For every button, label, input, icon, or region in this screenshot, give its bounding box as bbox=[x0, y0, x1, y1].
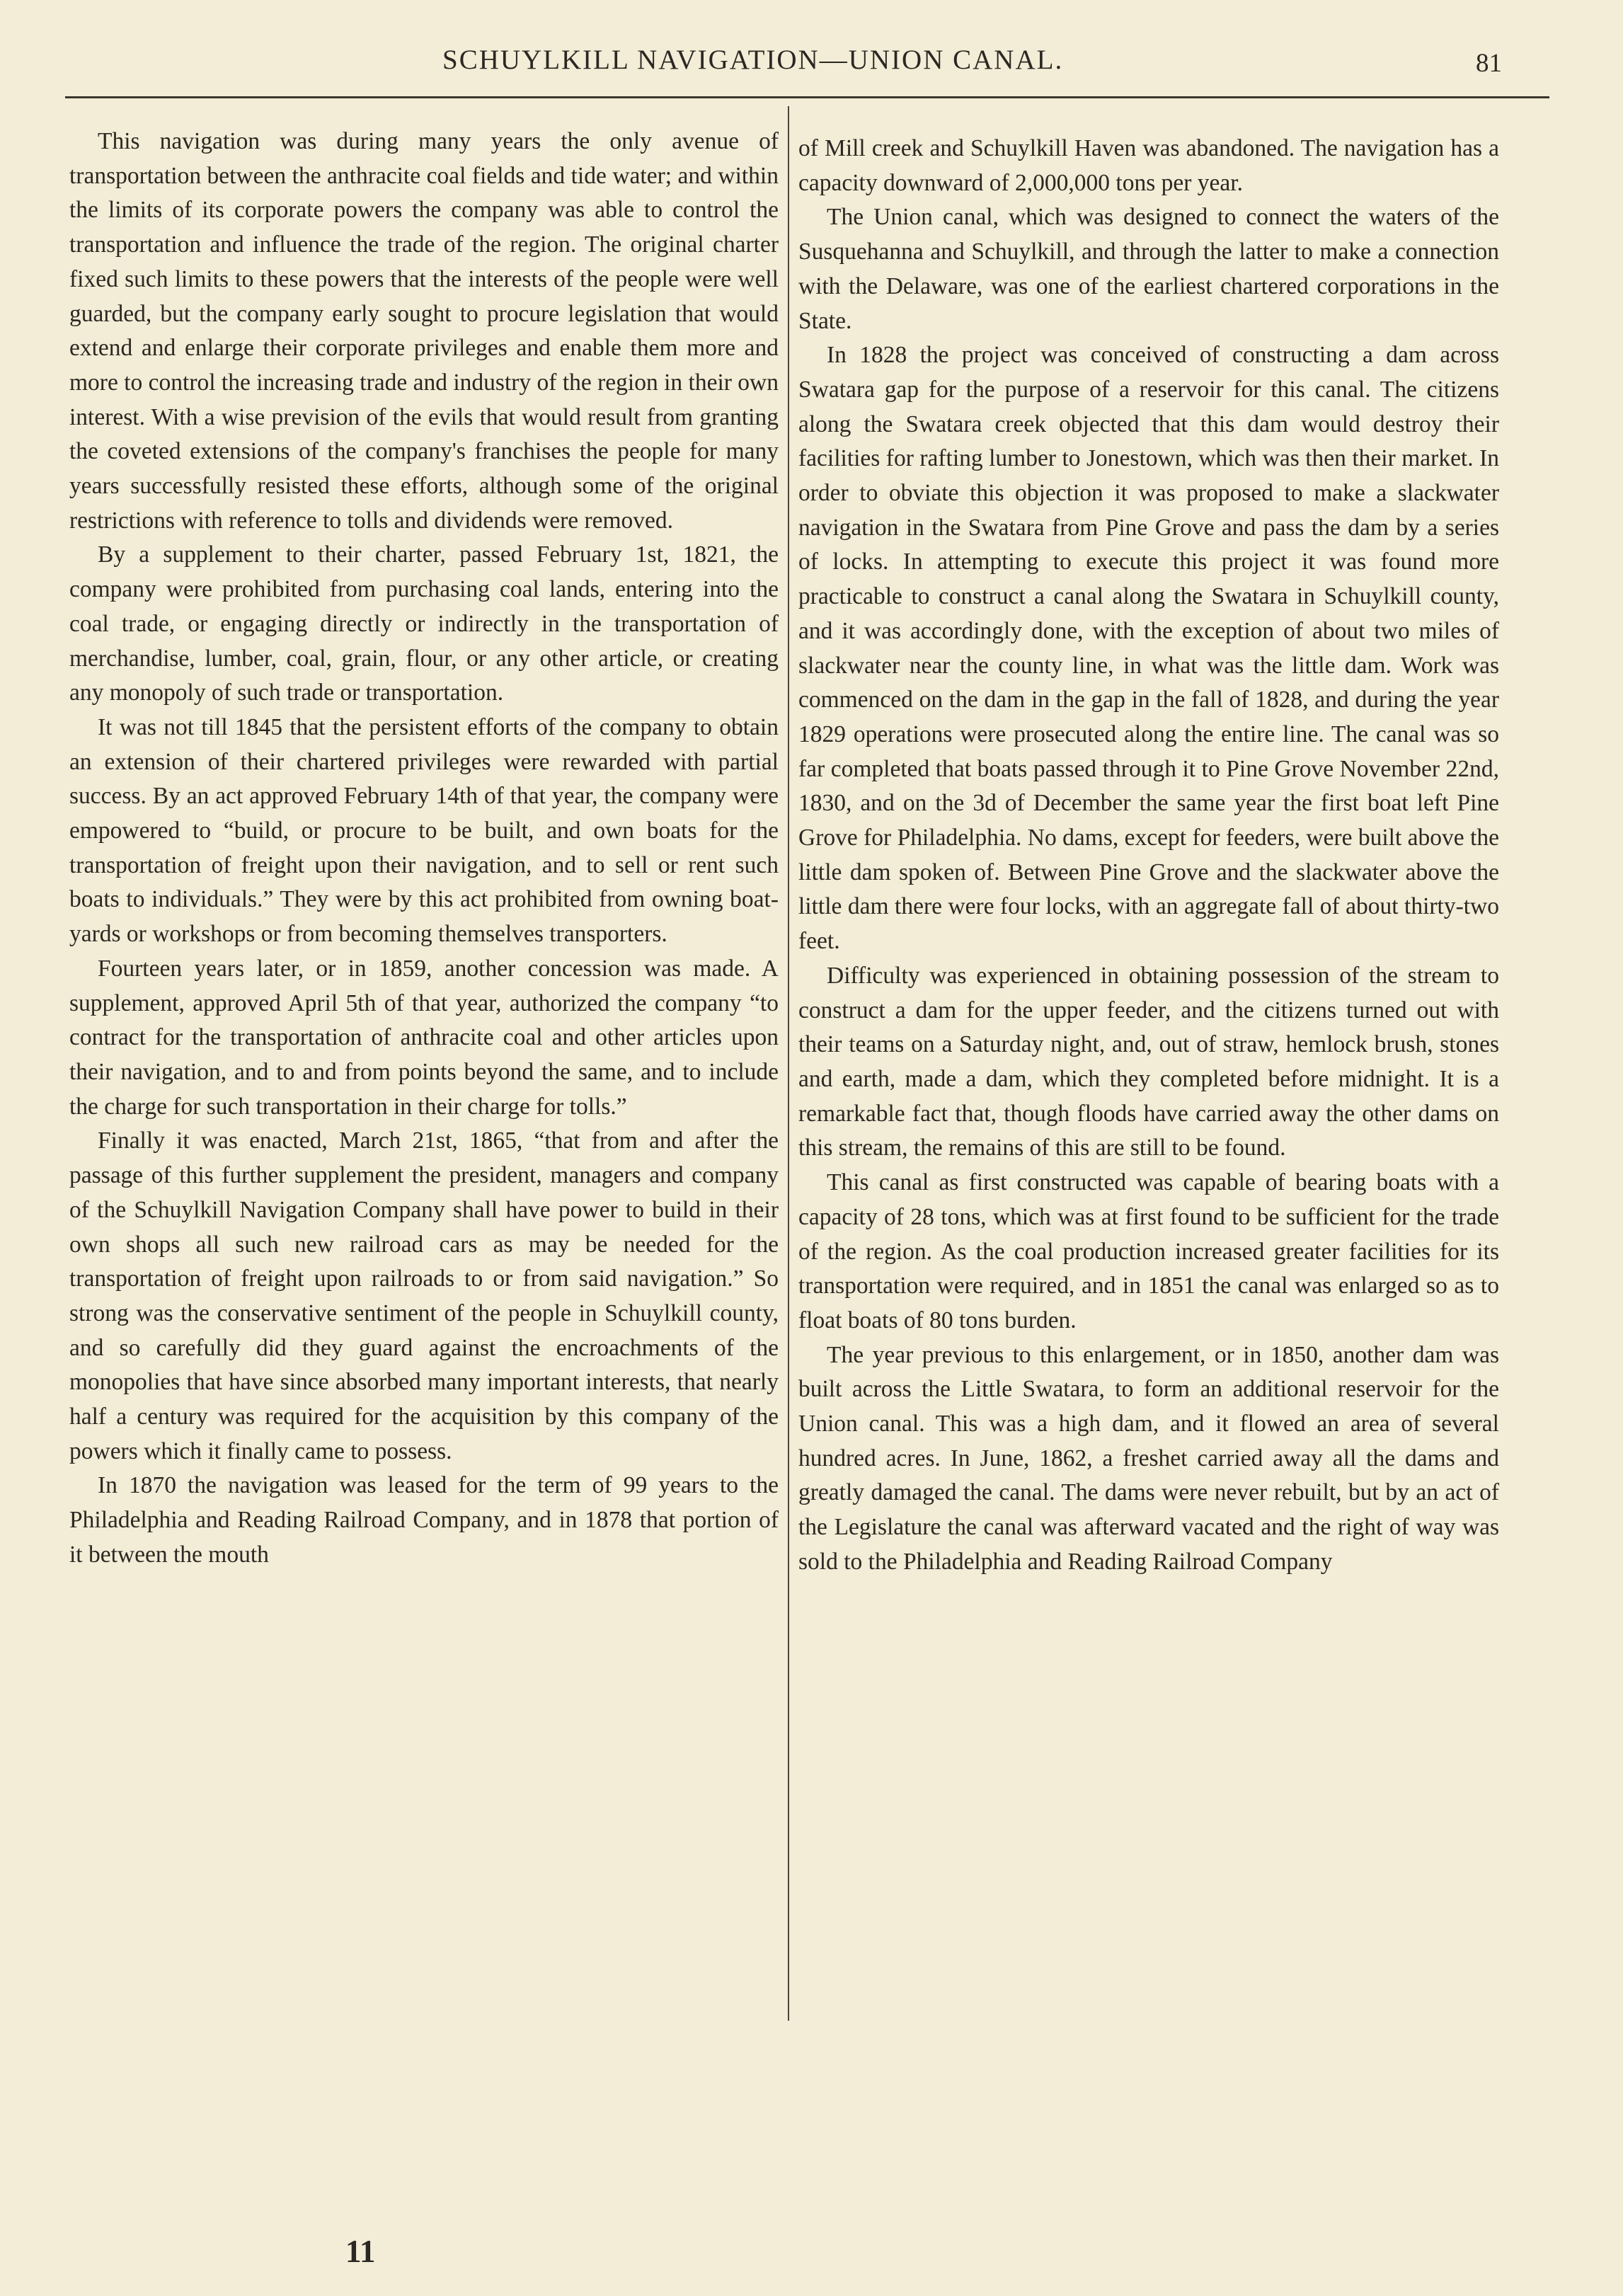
paragraph: This canal as first constructed was capable of bearing boats with a capacity of 28 tons, which was at first found to be sufficient for the trade of the region. As the coal production increased greater facilities for its transportation were required, and in 1851 the canal was enlarged so as to float boats of 80 tons burden. bbox=[798, 1169, 1499, 1333]
paragraph: This navigation was during many years the only avenue of transportation between the anthracite coal fields and tide water; and within the limits of its corporate powers the company was able to control the transportation and influence the trade of the region. The original charter fixed such limits to these powers that the interests of the people were well guarded, but the company early sought to procure legislation that would extend and enlarge their corporate privileges and enable them more and more to control the increasing trade and industry of the region in their own interest. With a wise prevision of the evils that would result from granting the coveted extensions of the company's franchises the people for many years successfully resisted these efforts, although some of the original restrictions with reference to tolls and dividends were removed. bbox=[69, 128, 779, 534]
paragraph: In 1828 the project was conceived of constructing a dam across Swatara gap for the purpose of a reservoir for this canal. The citizens along the Swatara creek objected that this dam would destroy their facilities for rafting lumber to Jonestown, which was then their market. In order to obviate this objection it was proposed to make a slackwater navigation in the Swatara from Pine Grove and pass the dam by a series of locks. In attempting to execute this project it was found more practicable to construct a canal along the Swatara in Schuylkill county, and it was accordingly done, with the exception of about two miles of slackwater near the county line, in what was the little dam. Work was commenced on the dam in the gap in the fall of 1828, and during the year 1829 operations were prosecuted along the entire line. The canal was so far completed that boats passed through it to Pine Grove November 22nd, 1830, and on the 3d of December the same year the first boat left Pine Grove for Philadelphia. No dams, except for feeders, were built above the little dam spoken of. Between Pine Grove and the slackwater above the little dam there were four locks, with an aggregate fall of about thirty-two feet. bbox=[798, 342, 1499, 955]
paragraph: The Union canal, which was designed to connect the waters of the Susquehanna and Schuylkill, and through the latter to make a connection with the Delaware, was one of the earliest chartered corporations in the State. bbox=[798, 204, 1499, 334]
running-title: SCHUYLKILL NAVIGATION—UNION CANAL. bbox=[442, 45, 1064, 75]
page-header bbox=[0, 44, 1623, 86]
page-number: 81 bbox=[1476, 49, 1502, 78]
header-rule bbox=[65, 96, 1549, 98]
paragraph: In 1870 the navigation was leased for the term of 99 years to the Philadelphia and Reading Railroad Company, and in 1878 that portion of it between the mouth bbox=[69, 1472, 779, 1568]
paragraph: It was not till 1845 that the persistent efforts of the company to obtain an extension of their chartered privileges were rewarded with partial success. By an act approved February 14th of that year, the company were empowered to “build, or procure to be built, and own boats for the transportation of freight upon their navigation, and to sell or rent such boats to individuals.” They were by this act prohibited from owning boat-yards or workshops or from becoming themselves transporters. bbox=[69, 713, 779, 948]
column-divider bbox=[788, 106, 789, 2021]
paragraph: Fourteen years later, or in 1859, another concession was made. A supplement, approved April 5th of that year, authorized the company “to contract for the transportation of anthracite coal and other articles upon their navigation, and to and from points beyond the same, and to include the charge for such transportation in their charge for tolls.” bbox=[69, 955, 779, 1120]
paragraph: By a supplement to their charter, passed February 1st, 1821, the company were prohibited from purchasing coal lands, entering into the coal trade, or engaging directly or indirectly in the transportation of merchandise, lumber, coal, grain, flour, or any other article, or creating any monopoly of such trade or transportation. bbox=[69, 541, 779, 706]
left-column bbox=[69, 125, 779, 1573]
signature-mark: 11 bbox=[345, 2234, 376, 2269]
paragraph: Finally it was enacted, March 21st, 1865, “that from and after the passage of this further supplement the president, managers and company of the Schuylkill Navigation Company shall have power to build in their own shops all such new railroad cars as may be needed for the transportation of freight upon railroads to or from said navigation.” So strong was the conservative sentiment of the people in Schuylkill county, and so carefully did they guard against the encroachments of the monopolies that have since absorbed many important interests, that nearly half a century was required for the acquisition by this company of the powers which it finally came to possess. bbox=[69, 1127, 779, 1464]
paragraph: The year previous to this enlargement, or in 1850, another dam was built across the Little Swatara, to form an additional reservoir for the Union canal. This was a high dam, and it flowed an area of several hundred acres. In June, 1862, a freshet carried away all the dams and greatly damaged the canal. The dams were never rebuilt, but by an act of the Legislature the canal was afterward vacated and the right of way was sold to the Philadelphia and Reading Railroad Company bbox=[798, 1341, 1499, 1575]
paragraph: Difficulty was experienced in obtaining possession of the stream to construct a dam for the upper feeder, and the citizens turned out with their teams on a Saturday night, and, out of straw, hemlock brush, stones and earth, made a dam, which they completed before midnight. It is a remarkable fact that, though floods have carried away the other dams on this stream, the remains of this are still to be found. bbox=[798, 962, 1499, 1161]
paragraph-continued: of Mill creek and Schuylkill Haven was abandoned. The navigation has a capacity downward of 2,000,000 tons per year. bbox=[798, 135, 1499, 196]
right-column bbox=[798, 132, 1499, 1580]
